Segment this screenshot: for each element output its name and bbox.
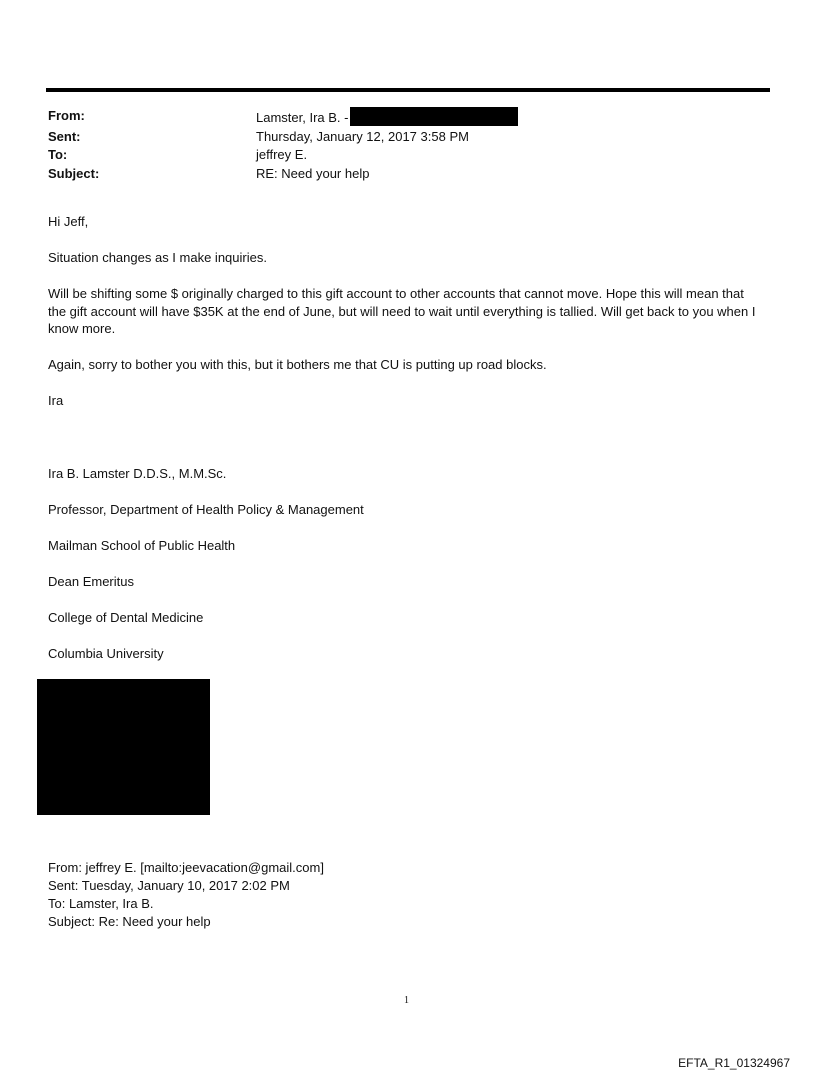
signoff: Ira xyxy=(48,393,64,408)
from-name: Lamster, Ira B. - xyxy=(256,110,349,125)
paragraph-1: Situation changes as I make inquiries. xyxy=(48,250,267,265)
sent-label: Sent: xyxy=(48,128,81,144)
subject-label: Subject: xyxy=(48,165,100,181)
prior-subject: Subject: Re: Need your help xyxy=(48,914,211,929)
message-body xyxy=(48,213,763,428)
from-value xyxy=(256,107,518,128)
to-value: jeffrey E. xyxy=(256,147,308,162)
sent-value: Thursday, January 12, 2017 3:58 PM xyxy=(256,128,469,144)
prior-to: To: Lamster, Ira B. xyxy=(48,896,154,911)
from-label: From: xyxy=(48,108,85,123)
sent-row xyxy=(48,128,518,147)
to-row xyxy=(48,146,518,165)
header-divider xyxy=(46,88,770,92)
signature-name: Ira B. Lamster D.D.S., M.M.Sc. xyxy=(48,466,227,481)
prior-sent: Sent: Tuesday, January 10, 2017 2:02 PM xyxy=(48,878,290,893)
paragraph-2: Will be shifting some $ originally charged to this gift account to other accounts that cannot move. Hope this will mean that the gift account will have $35K at the end of June, but will need to wait until everything is tallied. Will get back to you when I know more. xyxy=(48,286,756,336)
redaction-bar xyxy=(350,107,518,126)
prior-from: From: jeffrey E. [mailto:jeevacation@gmail.com] xyxy=(48,860,324,875)
redaction-block xyxy=(37,679,210,815)
email-header xyxy=(48,107,518,183)
prior-message-header xyxy=(48,859,324,931)
paragraph-3: Again, sorry to bother you with this, but it bothers me that CU is putting up road blocks. xyxy=(48,357,547,372)
subject-row xyxy=(48,165,518,184)
from-row xyxy=(48,107,518,128)
greeting: Hi Jeff, xyxy=(48,214,89,229)
signature-block xyxy=(48,465,364,681)
bates-id: EFTA_R1_01324967 xyxy=(678,1056,790,1070)
signature-role: Dean Emeritus xyxy=(48,574,134,589)
signature-school: Mailman School of Public Health xyxy=(48,538,236,553)
page-number: 1 xyxy=(404,995,409,1006)
signature-college: College of Dental Medicine xyxy=(48,610,204,625)
to-label: To: xyxy=(48,147,68,162)
signature-university: Columbia University xyxy=(48,646,164,661)
signature-title: Professor, Department of Health Policy & Management xyxy=(48,502,364,517)
subject-value: RE: Need your help xyxy=(256,165,370,181)
